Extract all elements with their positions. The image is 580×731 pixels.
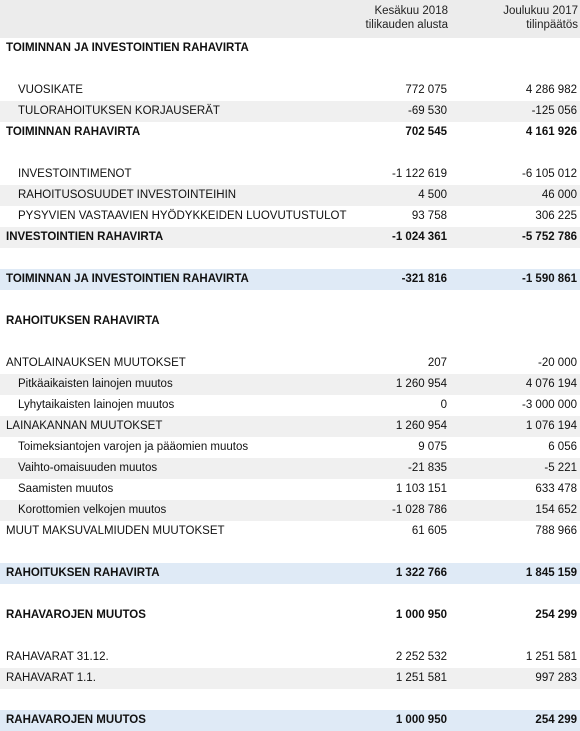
row-label: Korottomien velkojen muutos — [18, 504, 167, 516]
table-header — [0, 0, 580, 38]
value-2017: 306 225 — [535, 210, 577, 222]
table-row — [0, 101, 580, 122]
value-2017: -1 590 861 — [522, 273, 577, 285]
total-row — [0, 563, 580, 584]
row-label: RAHAVAROJEN MUUTOS — [6, 609, 146, 621]
row-label: ANTOLAINAUKSEN MUUTOKSET — [6, 357, 186, 369]
row-label: RAHOITUKSEN RAHAVIRTA — [6, 567, 160, 579]
row-label: INVESTOINTIMENOT — [18, 168, 132, 180]
column-header-subtitle: tilinpäätös — [526, 19, 578, 31]
row-label: TOIMINNAN JA INVESTOINTIEN RAHAVIRTA — [6, 273, 249, 285]
row-label: LAINAKANNAN MUUTOKSET — [6, 420, 163, 432]
value-2017: -125 056 — [531, 105, 577, 117]
row-label: Vaihto-omaisuuden muutos — [18, 462, 158, 474]
table-row — [0, 437, 580, 458]
table-row — [0, 374, 580, 395]
value-2018: 4 500 — [418, 189, 447, 201]
value-2018: 0 — [440, 399, 447, 411]
value-2017: 1 076 194 — [525, 420, 577, 432]
row-label: TOIMINNAN JA INVESTOINTIEN RAHAVIRTA — [6, 42, 249, 54]
value-2017: 997 283 — [535, 672, 577, 684]
row-label: MUUT MAKSUVALMIUDEN MUUTOKSET — [6, 525, 225, 537]
value-2018: -69 530 — [407, 105, 447, 117]
table-row — [0, 668, 580, 689]
row-label: RAHAVARAT 31.12. — [6, 651, 109, 663]
value-2018: 1 251 581 — [395, 672, 447, 684]
column-header-period: Joulukuu 2017 — [503, 5, 578, 17]
row-label: PYSYVIEN VASTAAVIEN HYÖDYKKEIDEN LUOVUTUSTULOT — [18, 210, 347, 222]
column-header-period: Kesäkuu 2018 — [374, 5, 448, 17]
value-2018: -1 028 786 — [392, 504, 447, 516]
table-row — [0, 395, 580, 416]
table-row — [0, 458, 580, 479]
value-2017: 254 299 — [535, 609, 577, 621]
value-2018: -321 816 — [401, 273, 447, 285]
row-label: RAHAVAROJEN MUUTOS — [6, 714, 146, 726]
table-row — [0, 164, 580, 185]
value-2018: -1 024 361 — [392, 231, 447, 243]
value-2017: 788 966 — [535, 525, 577, 537]
row-label: TOIMINNAN RAHAVIRTA — [6, 126, 141, 138]
value-2018: -1 122 619 — [392, 168, 447, 180]
value-2018: 1 322 766 — [395, 567, 447, 579]
total-row — [0, 710, 580, 731]
column-header-subtitle: tilikauden alusta — [365, 19, 448, 31]
subtotal-row — [0, 227, 580, 248]
row-label: Saamisten muutos — [18, 483, 114, 495]
value-2018: 61 605 — [411, 525, 447, 537]
row-label: Pitkäaikaisten lainojen muutos — [18, 378, 173, 390]
value-2017: -20 000 — [537, 357, 577, 369]
value-2017: -5 221 — [544, 462, 577, 474]
row-label: RAHOITUSOSUUDET INVESTOINTEIHIN — [18, 189, 237, 201]
row-label: RAHOITUKSEN RAHAVIRTA — [6, 315, 160, 327]
value-2017: 1 845 159 — [525, 567, 577, 579]
table-row — [0, 479, 580, 500]
subtotal-row — [0, 122, 580, 143]
value-2017: 154 652 — [535, 504, 577, 516]
column-header-joulukuu-2017 — [458, 4, 578, 32]
value-2017: -3 000 000 — [522, 399, 577, 411]
value-2018: 702 545 — [405, 126, 447, 138]
row-label: TULORAHOITUKSEN KORJAUSERÄT — [18, 105, 220, 117]
value-2018: 1 260 954 — [395, 378, 447, 390]
value-2017: 4 076 194 — [525, 378, 577, 390]
row-label: VUOSIKATE — [18, 84, 83, 96]
value-2018: 1 000 950 — [395, 609, 447, 621]
table-row — [0, 647, 580, 668]
table-row — [0, 353, 580, 374]
value-2017: -6 105 012 — [522, 168, 577, 180]
row-label: INVESTOINTIEN RAHAVIRTA — [6, 231, 164, 243]
value-2018: 772 075 — [405, 84, 447, 96]
row-label: Toimeksiantojen varojen ja pääomien muutos — [18, 441, 249, 453]
value-2017: 6 056 — [548, 441, 577, 453]
table-row — [0, 80, 580, 101]
table-row — [0, 521, 580, 542]
value-2018: -21 835 — [407, 462, 447, 474]
section-heading — [0, 311, 580, 332]
value-2017: 254 299 — [535, 714, 577, 726]
value-2018: 1 260 954 — [395, 420, 447, 432]
row-label: RAHAVARAT 1.1. — [6, 672, 96, 684]
value-2017: 633 478 — [535, 483, 577, 495]
value-2018: 93 758 — [411, 210, 447, 222]
value-2018: 2 252 532 — [395, 651, 447, 663]
table-row — [0, 206, 580, 227]
table-row — [0, 500, 580, 521]
value-2018: 1 103 151 — [395, 483, 447, 495]
table-row — [0, 185, 580, 206]
value-2017: 46 000 — [541, 189, 577, 201]
value-2017: 4 161 926 — [525, 126, 577, 138]
row-label: Lyhytaikaisten lainojen muutos — [18, 399, 175, 411]
value-2018: 1 000 950 — [395, 714, 447, 726]
value-2018: 9 075 — [418, 441, 447, 453]
column-header-kesakuu-2018 — [328, 4, 448, 32]
value-2018: 207 — [427, 357, 447, 369]
table-row — [0, 416, 580, 437]
value-2017: -5 752 786 — [522, 231, 577, 243]
value-2017: 1 251 581 — [525, 651, 577, 663]
total-row — [0, 269, 580, 290]
section-heading — [0, 38, 580, 59]
value-2017: 4 286 982 — [525, 84, 577, 96]
total-row — [0, 605, 580, 626]
